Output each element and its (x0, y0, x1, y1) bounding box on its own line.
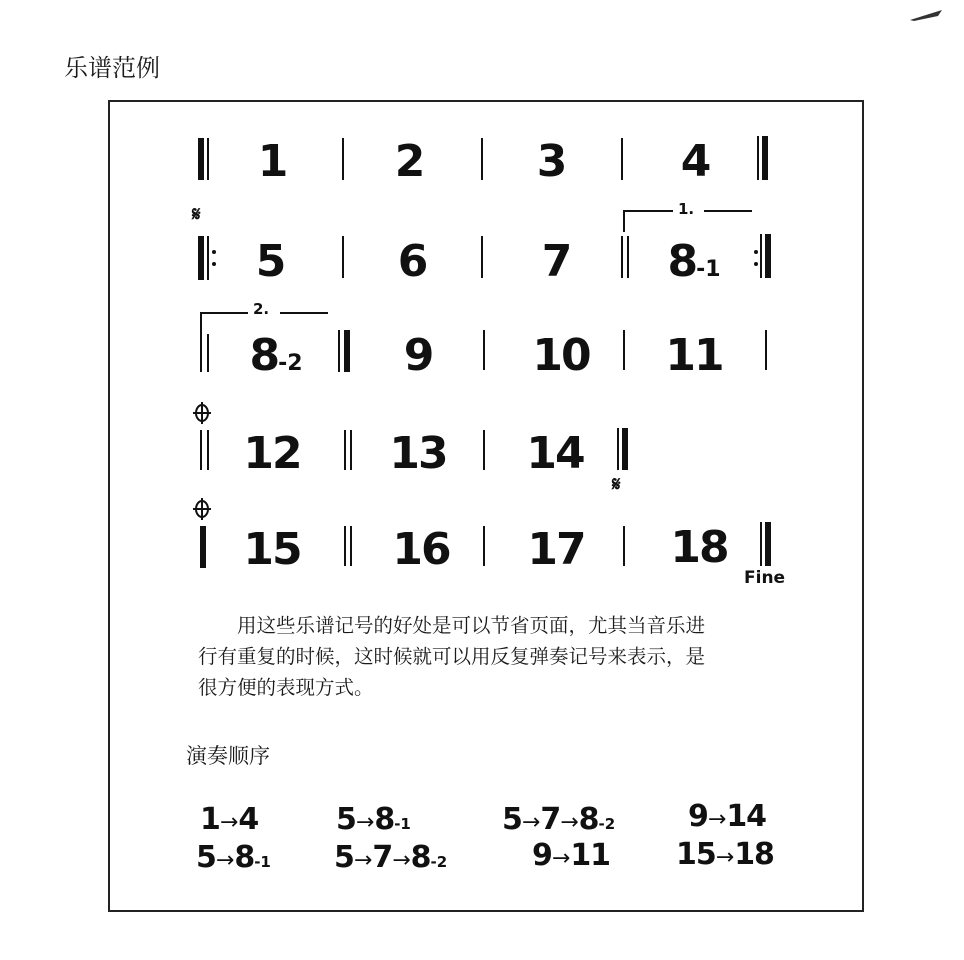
barline (621, 138, 623, 180)
barline-double (200, 334, 202, 372)
barline-double (350, 526, 352, 566)
barline-final (617, 428, 619, 470)
barline-double (207, 138, 209, 180)
barline (765, 330, 767, 370)
playing-order-title: 演奏顺序 (186, 744, 270, 768)
ending-1-bracket (623, 210, 625, 232)
barline (200, 526, 206, 568)
ending-2-bracket (200, 312, 202, 334)
barline (342, 138, 344, 180)
barline (483, 330, 485, 370)
segno-symbol: 𝄋 (612, 472, 621, 496)
order-sequence: 5→7→8-2 (334, 840, 448, 875)
barline (623, 330, 625, 370)
barline (483, 526, 485, 566)
barline-double (198, 138, 204, 180)
measure-label: 16 (392, 524, 450, 575)
measure-label: 2 (394, 136, 424, 187)
measure-label: 15 (243, 524, 301, 575)
description-line: 很方便的表现方式。 (198, 676, 374, 699)
repeat-end-barline (765, 234, 771, 278)
measure-label: 13 (389, 428, 447, 479)
order-sequence: 5→7→8-2 (502, 802, 616, 837)
measure-label: 4 (680, 136, 710, 187)
barline-double (344, 526, 346, 566)
barline-final (762, 136, 768, 180)
ending-1-bracket (704, 210, 752, 212)
barline (627, 236, 629, 278)
repeat-start-barline (198, 236, 204, 280)
barline-double (350, 430, 352, 470)
coda-symbol (192, 402, 212, 424)
description-line: 行有重复的时候，这时候就可以用反复弹奏记号来表示，是 (198, 645, 706, 668)
barline-final (344, 330, 350, 372)
score-frame (108, 100, 864, 912)
measure-label: 8-1 (667, 236, 721, 287)
measure-label: 11 (665, 330, 723, 381)
page-title: 乐谱范例 (64, 54, 160, 82)
barline-final (765, 522, 771, 566)
ending-2-bracket (200, 312, 248, 314)
barline (623, 526, 625, 566)
repeat-dot (754, 250, 758, 254)
order-sequence: 15→18 (676, 837, 774, 872)
barline-final (760, 522, 762, 566)
measure-label: 9 (403, 330, 433, 381)
barline-final (338, 330, 340, 372)
barline-double (207, 430, 209, 470)
ending-1-label: 1. (678, 200, 695, 218)
barline (481, 138, 483, 180)
repeat-end-barline (760, 234, 762, 278)
segno-symbol: 𝄋 (192, 202, 201, 226)
measure-label: 3 (536, 136, 566, 187)
measure-label: 6 (397, 236, 427, 287)
measure-label: 14 (526, 428, 584, 479)
order-sequence: 5→8-1 (196, 840, 271, 875)
measure-label: 17 (527, 524, 585, 575)
barline-double (200, 430, 202, 470)
order-sequence: 1→4 (200, 802, 259, 837)
measure-label: 18 (670, 522, 728, 573)
order-sequence: 9→11 (532, 838, 611, 873)
barline-final (757, 136, 759, 180)
order-sequence: 9→14 (688, 799, 767, 834)
ending-2-bracket (280, 312, 328, 314)
barline (483, 430, 485, 470)
barline-double (207, 334, 209, 372)
repeat-dot (754, 262, 758, 266)
repeat-dot (212, 250, 216, 254)
fine-marking: Fine (744, 568, 786, 588)
order-sequence: 5→8-1 (336, 802, 411, 837)
barline (621, 236, 623, 278)
barline (342, 236, 344, 278)
repeat-dot (212, 262, 216, 266)
measure-label: 10 (532, 330, 590, 381)
barline-double (344, 430, 346, 470)
corner-mark (908, 8, 944, 22)
measure-label: 8-2 (249, 330, 303, 381)
measure-label: 12 (243, 428, 301, 479)
measure-label: 1 (257, 136, 287, 187)
barline (481, 236, 483, 278)
measure-label: 7 (541, 236, 571, 287)
ending-1-bracket (623, 210, 673, 212)
barline-final (622, 428, 628, 470)
ending-2-label: 2. (253, 300, 270, 318)
coda-symbol (192, 498, 212, 520)
repeat-start-barline (207, 236, 209, 280)
measure-label: 5 (255, 236, 285, 287)
description-line: 用这些乐谱记号的好处是可以节省页面，尤其当音乐进 (237, 614, 706, 637)
